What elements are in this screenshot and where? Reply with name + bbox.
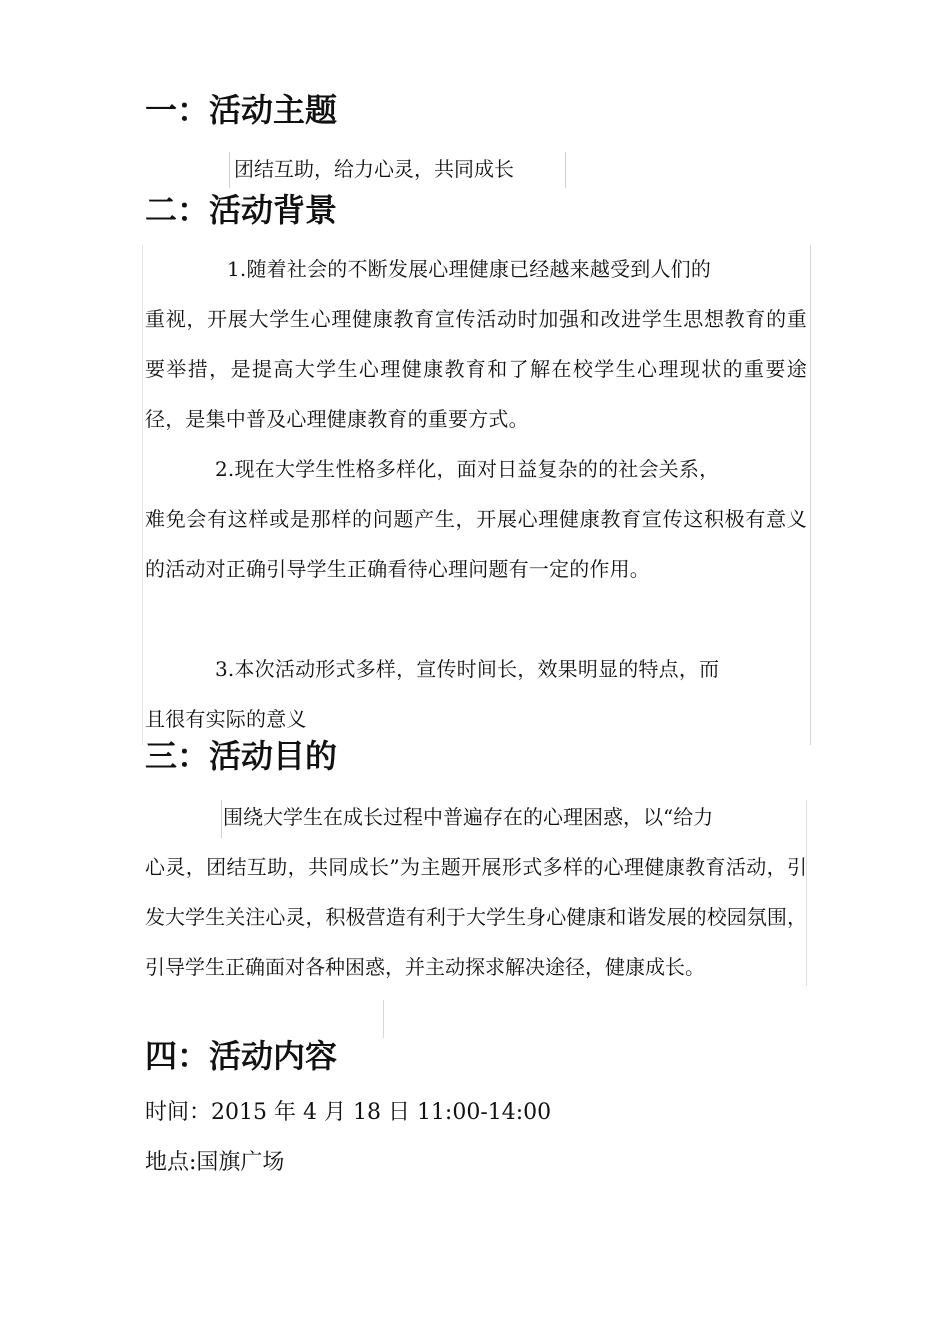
activity-theme-text: 团结互助，给力心灵，共同成长 <box>229 152 566 188</box>
background-paragraph-3 <box>145 644 807 744</box>
background-paragraph-2 <box>145 444 807 594</box>
section-heading-theme: 一：活动主题 <box>145 91 338 129</box>
paragraph-body: 心灵，团结互助，共同成长”为主题开展形式多样的心理健康教育活动，引发大学生关注心灵，积极营造有利于大学生身心健康和谐发展的校园氛围，引导学生正确面对各种困惑，并主动探求解决途径，健康成长。 <box>145 855 807 979</box>
paragraph-first-line: 2.现在大学生性格多样化，面对日益复杂的的社会关系， <box>215 457 720 481</box>
paragraph-first-line: 3.本次活动形式多样，宣传时间长，效果明显的特点，而 <box>215 657 720 681</box>
section-heading-background: 二：活动背景 <box>145 191 338 229</box>
paragraph-first-line: 1.随着社会的不断发展心理健康已经越来越受到人们的 <box>227 257 712 281</box>
purpose-frame-end <box>383 1000 384 1038</box>
paragraph-body: 重视，开展大学生心理健康教育宣传活动时加强和改进学生思想教育的重要举措，是提高大学生心理健康教育和了解在校学生心理现状的重要途径，是集中普及心理健康教育的重要方式。 <box>145 307 807 431</box>
paragraph-body: 且很有实际的意义 <box>145 707 307 731</box>
section-heading-purpose: 三：活动目的 <box>145 737 338 775</box>
purpose-paragraph <box>145 792 807 992</box>
activity-time: 时间：2015 年 4 月 18 日 11:00-14:00 <box>145 1100 552 1125</box>
paragraph-body: 难免会有这样或是那样的问题产生，开展心理健康教育宣传这积极有意义的活动对正确引导学生正确看待心理问题有一定的作用。 <box>145 507 807 581</box>
section-heading-content: 四：活动内容 <box>145 1037 338 1075</box>
background-paragraph-1 <box>145 244 807 444</box>
activity-place: 地点:国旗广场 <box>145 1150 285 1175</box>
paragraph-first-line: 围绕大学生在成长过程中普遍存在的心理困惑，以“给力 <box>223 805 714 829</box>
